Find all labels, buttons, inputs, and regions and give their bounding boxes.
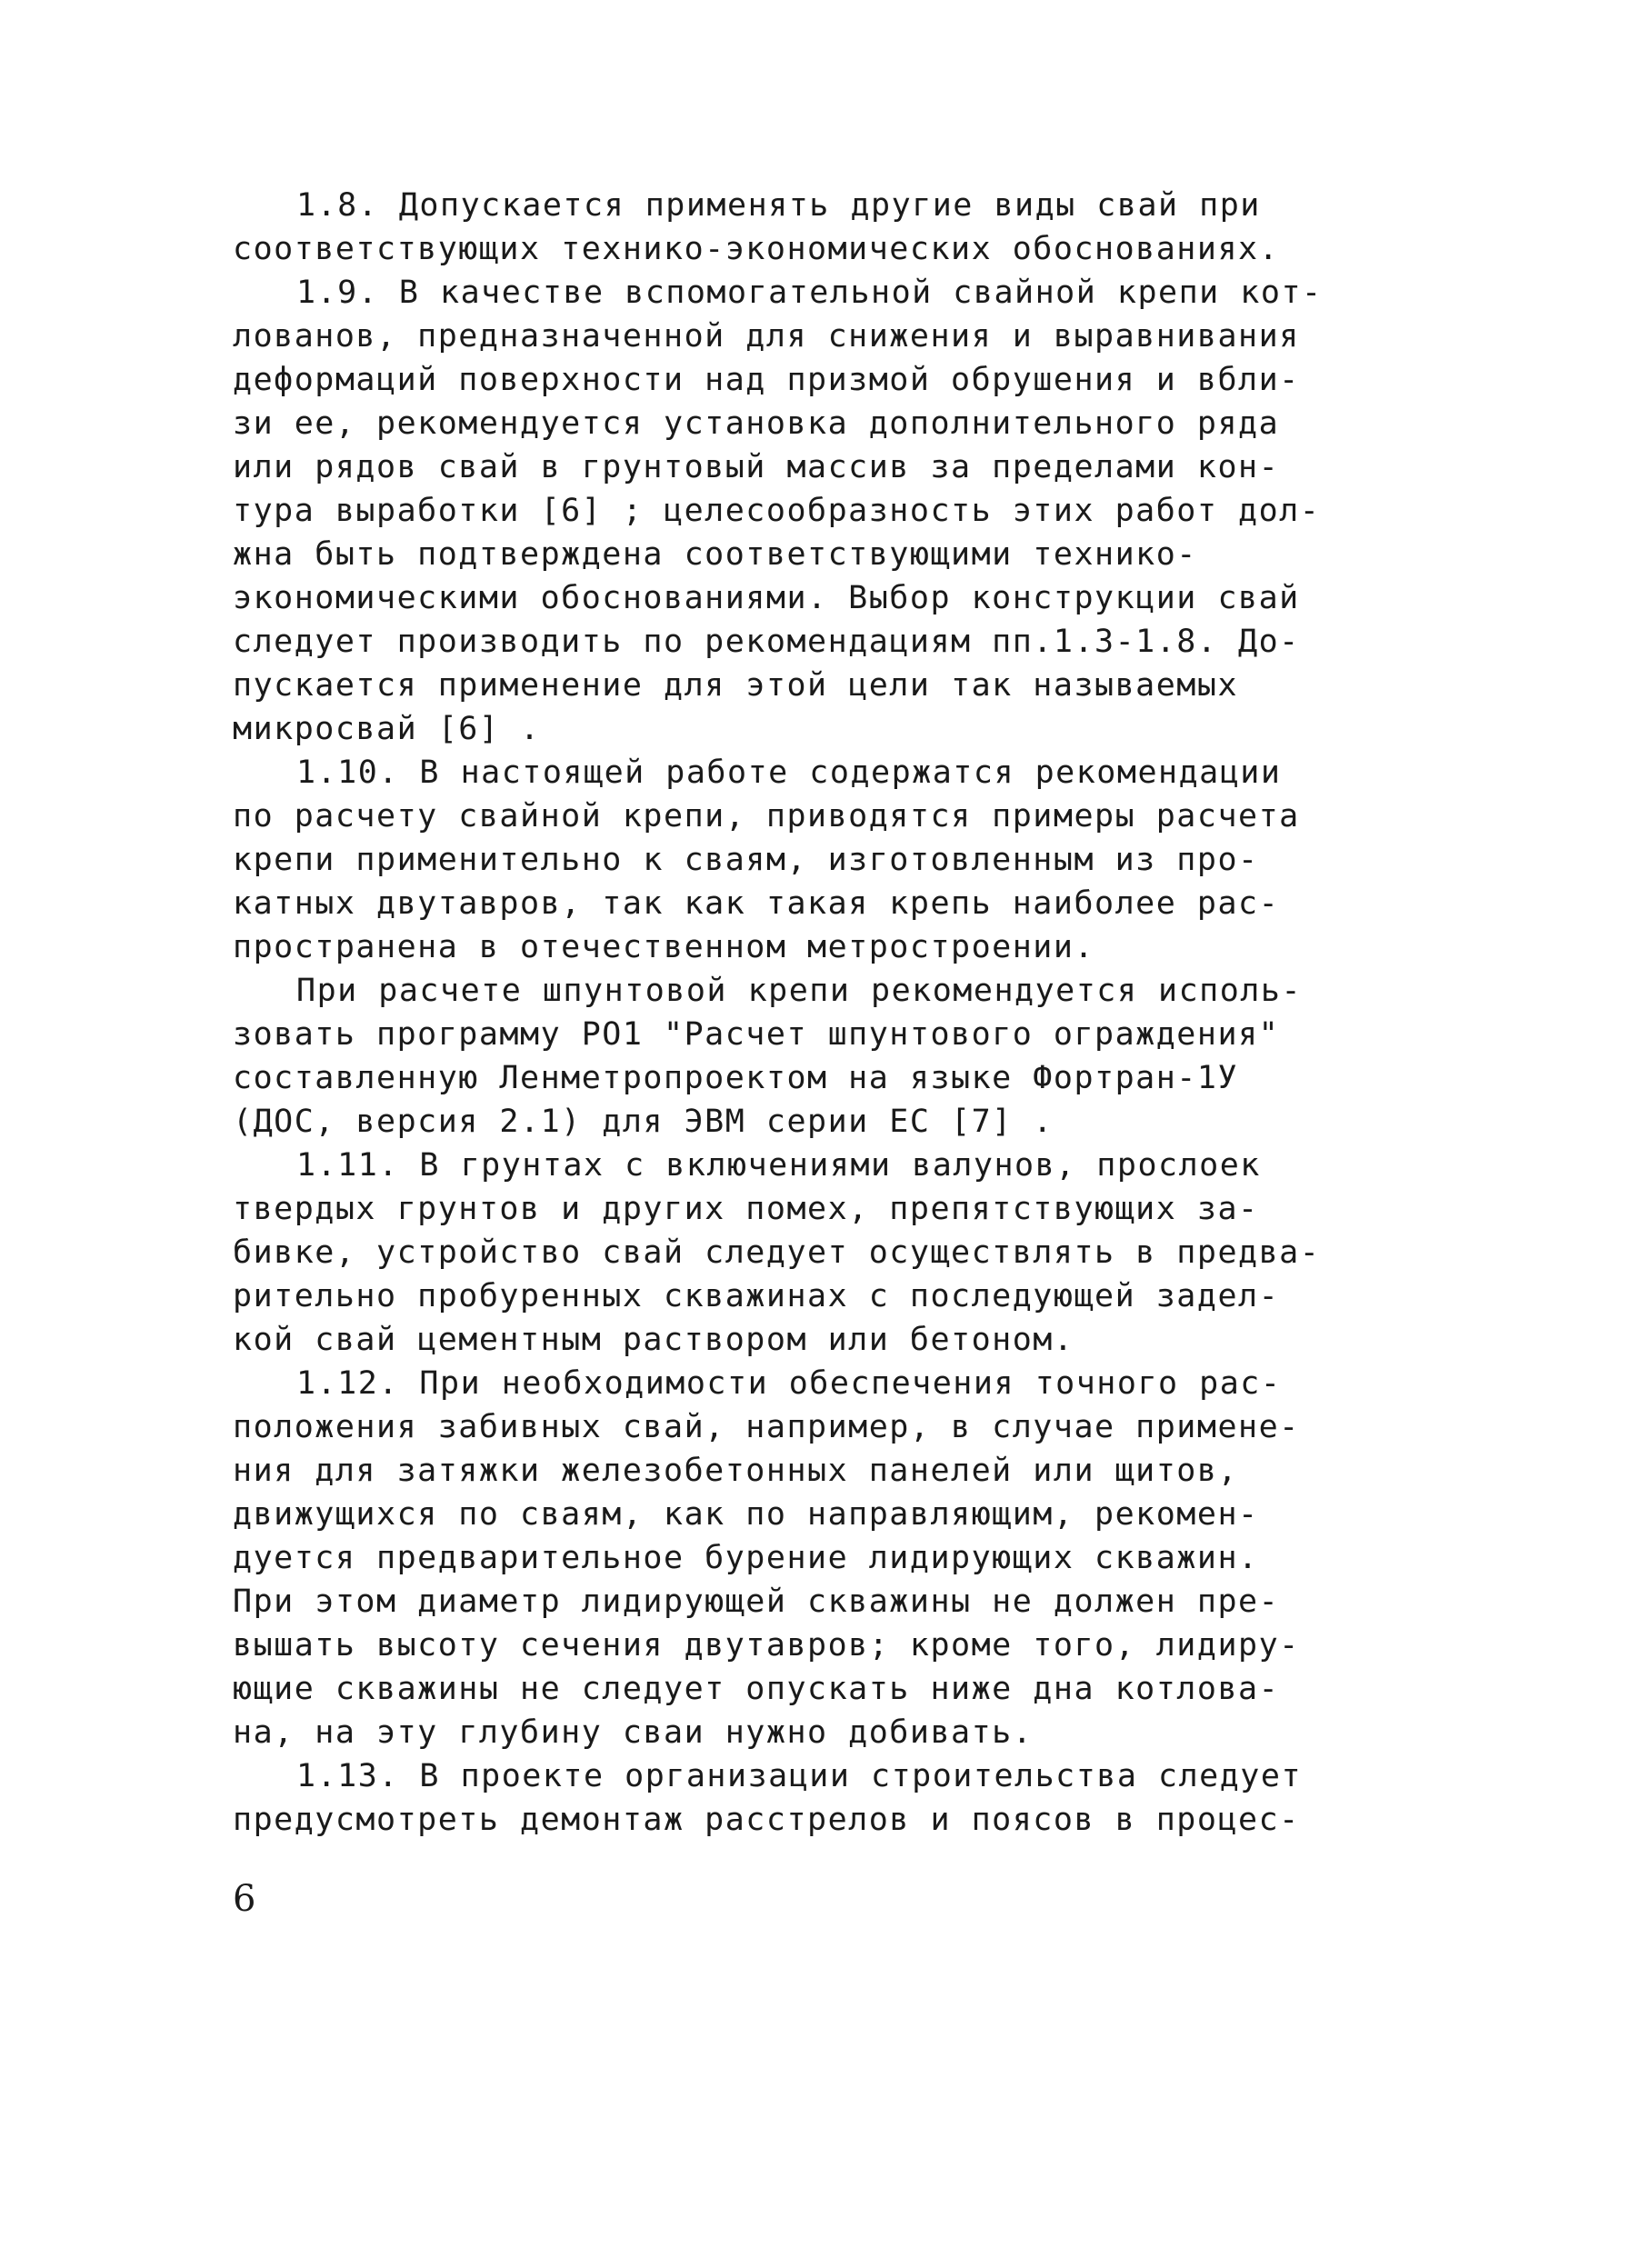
paragraph-1-9-line-3: деформаций поверхности над призмой обрушения и вбли-: [233, 362, 1300, 398]
paragraph-1-10-line-1: 1.10. В настоящей работе содержатся рекомендации: [296, 754, 1282, 791]
paragraph-1-9-line-8: экономическими обоснованиями. Выбор конструкции свай: [233, 580, 1300, 616]
paragraph-1-8-line-1: 1.8. Допускается применять другие виды свай при: [296, 187, 1261, 224]
paragraph-1-11-line-3: бивке, устройство свай следует осуществлять в предва-: [233, 1234, 1321, 1271]
paragraph-1-13-line-2: предусмотреть демонтаж расстрелов и поясов в процес-: [233, 1802, 1300, 1838]
page-number: 6: [233, 1878, 256, 1920]
paragraph-sheet-pile-line-2: зовать программу PO1 "Расчет шпунтового ограждения": [233, 1016, 1280, 1053]
paragraph-1-12-line-6: При этом диаметр лидирующей скважины не должен пре-: [233, 1584, 1280, 1620]
paragraph-1-9-line-1: 1.9. В качестве вспомогательной свайной крепи кот-: [296, 275, 1323, 311]
paragraph-sheet-pile-line-1: При расчете шпунтовой крепи рекомендуется исполь-: [296, 973, 1303, 1009]
paragraph-1-9-line-10: пускается применение для этой цели так называемых: [233, 667, 1239, 704]
paragraph-1-12-line-1: 1.12. При необходимости обеспечения точного рас-: [296, 1365, 1282, 1402]
paragraph-1-11-line-1: 1.11. В грунтах с включениями валунов, прослоек: [296, 1147, 1261, 1184]
paragraph-1-9-line-4: зи ее, рекомендуется установка дополнительного ряда: [233, 405, 1280, 442]
paragraph-1-10-line-2: по расчету свайной крепи, приводятся примеры расчета: [233, 798, 1300, 834]
paragraph-sheet-pile-line-4: (ДОС, версия 2.1) для ЭВМ серии ЕС [7] .: [233, 1104, 1054, 1140]
paragraph-1-9-line-5: или рядов свай в грунтовый массив за пределами кон-: [233, 449, 1280, 485]
paragraph-1-9-line-2: лованов, предназначенной для снижения и выравнивания: [233, 318, 1300, 355]
paragraph-1-12-line-3: ния для затяжки железобетонных панелей или щитов,: [233, 1453, 1239, 1489]
paragraph-1-12-line-4: движущихся по сваям, как по направляющим, рекомен-: [233, 1496, 1259, 1533]
paragraph-1-10-line-4: катных двутавров, так как такая крепь наиболее рас-: [233, 885, 1280, 922]
paragraph-1-10-line-3: крепи применительно к сваям, изготовленным из про-: [233, 842, 1259, 878]
paragraph-1-9-line-7: жна быть подтверждена соответствующими технико-: [233, 536, 1197, 573]
paragraph-1-12-line-9: на, на эту глубину сваи нужно добивать.: [233, 1714, 1034, 1751]
paragraph-1-11-line-5: кой свай цементным раствором или бетоном.: [233, 1322, 1074, 1358]
body-text: [233, 184, 1405, 1842]
paragraph-1-12-line-8: ющие скважины не следует опускать ниже дна котлова-: [233, 1671, 1280, 1707]
paragraph-1-9-line-9: следует производить по рекомендациям пп.1.3-1.8. До-: [233, 624, 1300, 660]
paragraph-1-10-line-5: пространена в отечественном метростроении.: [233, 929, 1095, 965]
paragraph-1-12-line-5: дуется предварительное бурение лидирующих скважин.: [233, 1540, 1259, 1576]
paragraph-1-9-line-11: микросвай [6] .: [233, 711, 541, 747]
paragraph-sheet-pile-line-3: составленную Ленметропроектом на языке Фортран-1У: [233, 1060, 1239, 1096]
paragraph-1-11-line-2: твердых грунтов и других помех, препятствующих за-: [233, 1191, 1259, 1227]
paragraph-1-12-line-7: вышать высоту сечения двутавров; кроме того, лидиру-: [233, 1627, 1300, 1664]
paragraph-1-11-line-4: рительно пробуренных скважинах с последующей задел-: [233, 1278, 1280, 1314]
paragraph-1-12-line-2: положения забивных свай, например, в случае примене-: [233, 1409, 1300, 1445]
paragraph-1-9-line-6: тура выработки [6] ; целесообразность этих работ дол-: [233, 493, 1321, 529]
paragraph-1-8-line-2: соответствующих технико-экономических обоснованиях.: [233, 231, 1280, 267]
paragraph-1-13-line-1: 1.13. В проекте организации строительства следует: [296, 1758, 1303, 1794]
